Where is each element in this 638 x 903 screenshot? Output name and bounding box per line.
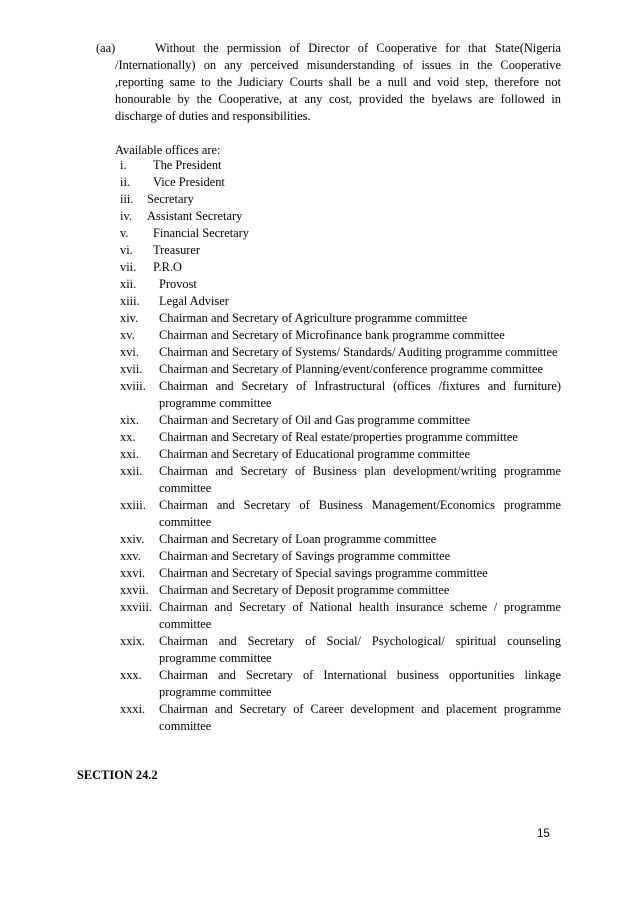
list-number: xviii. bbox=[120, 379, 146, 393]
list-item bbox=[0, 344, 638, 361]
list-item bbox=[0, 446, 638, 463]
list-number: xxiv. bbox=[120, 532, 145, 546]
list-number: i. bbox=[120, 158, 127, 172]
list-text: Assistant Secretary bbox=[147, 209, 243, 223]
list-item bbox=[0, 378, 638, 412]
list-text: P.R.O bbox=[153, 260, 182, 274]
list-item bbox=[0, 633, 638, 667]
list-item bbox=[0, 259, 638, 276]
list-text: Secretary bbox=[147, 192, 194, 206]
list-item bbox=[0, 242, 638, 259]
list-text: Chairman and Secretary of Loan programme committee bbox=[159, 532, 437, 546]
list-number: xxi. bbox=[120, 447, 139, 461]
list-text: Chairman and Secretary of Planning/event/conference programme committee bbox=[159, 362, 543, 376]
list-item bbox=[0, 157, 638, 174]
list-text: Chairman and Secretary of Educational programme committee bbox=[159, 447, 471, 461]
list-number: xiii. bbox=[120, 294, 140, 308]
page-number: 15 bbox=[537, 828, 550, 840]
list-item bbox=[0, 412, 638, 429]
list-text: Vice President bbox=[153, 175, 225, 189]
list-item bbox=[0, 225, 638, 242]
list-number: xxv. bbox=[120, 549, 141, 563]
list-item bbox=[0, 667, 638, 701]
offices-heading: Available offices are: bbox=[115, 143, 221, 157]
list-text: Legal Adviser bbox=[159, 294, 229, 308]
list-item bbox=[0, 701, 638, 735]
list-item bbox=[0, 548, 638, 565]
list-item bbox=[0, 293, 638, 310]
list-text: Chairman and Secretary of Business Management/Economics programme committee bbox=[159, 498, 561, 529]
list-text: Chairman and Secretary of Special savings programme committee bbox=[159, 566, 488, 580]
list-item bbox=[0, 599, 638, 633]
list-number: iv. bbox=[120, 209, 132, 223]
paragraph-text: Without the permission of Director of Cooperative for that State(Nigeria /Internationally) on any perceived misunderstanding of issues in the Cooperative ,reporting same to the Judiciary Courts shall be a null and void step, therefore not honourable by the Cooperative, at any cost, provided the byelaws are followed in discharge of duties and responsibilities. bbox=[115, 41, 561, 123]
list-number: xxvi. bbox=[120, 566, 146, 580]
list-item bbox=[0, 276, 638, 293]
list-number: xx. bbox=[120, 430, 136, 444]
list-number: xiv. bbox=[120, 311, 139, 325]
offices-list bbox=[0, 157, 638, 735]
list-item bbox=[0, 174, 638, 191]
list-number: vi. bbox=[120, 243, 133, 257]
list-text: Chairman and Secretary of Career development and placement programme committee bbox=[159, 702, 561, 733]
list-item bbox=[0, 497, 638, 531]
list-item bbox=[0, 208, 638, 225]
list-item bbox=[0, 327, 638, 344]
list-item bbox=[0, 531, 638, 548]
list-item bbox=[0, 582, 638, 599]
list-number: xix. bbox=[120, 413, 139, 427]
list-number: xii. bbox=[120, 277, 137, 291]
list-text: The President bbox=[153, 158, 222, 172]
list-item bbox=[0, 565, 638, 582]
list-text: Chairman and Secretary of Microfinance bank programme committee bbox=[159, 328, 505, 342]
list-text: Chairman and Secretary of Real estate/properties programme committee bbox=[159, 430, 518, 444]
list-number: xxxi. bbox=[120, 702, 146, 716]
list-text: Chairman and Secretary of Oil and Gas programme committee bbox=[159, 413, 471, 427]
list-text: Chairman and Secretary of Savings programme committee bbox=[159, 549, 451, 563]
list-text: Chairman and Secretary of Social/ Psychological/ spiritual counseling programme committee bbox=[159, 634, 561, 665]
list-item bbox=[0, 310, 638, 327]
list-number: xvi. bbox=[120, 345, 139, 359]
paragraph-label: (aa) bbox=[96, 41, 116, 55]
list-text: Chairman and Secretary of Systems/ Standards/ Auditing programme committee bbox=[159, 345, 558, 359]
list-text: Chairman and Secretary of Deposit programme committee bbox=[159, 583, 450, 597]
list-number: xxii. bbox=[120, 464, 143, 478]
list-number: xxiii. bbox=[120, 498, 146, 512]
list-number: xxix. bbox=[120, 634, 146, 648]
list-item bbox=[0, 463, 638, 497]
list-text: Chairman and Secretary of National health insurance scheme / programme committee bbox=[159, 600, 561, 631]
list-text: Chairman and Secretary of Agriculture programme committee bbox=[159, 311, 468, 325]
list-text: Treasurer bbox=[153, 243, 201, 257]
list-number: xxviii. bbox=[120, 600, 153, 614]
list-number: xv. bbox=[120, 328, 135, 342]
list-number: xxx. bbox=[120, 668, 142, 682]
list-number: xvii. bbox=[120, 362, 143, 376]
list-text: Financial Secretary bbox=[153, 226, 249, 240]
list-number: xxvii. bbox=[120, 583, 149, 597]
list-text: Provost bbox=[159, 277, 197, 291]
list-text: Chairman and Secretary of Business plan development/writing programme committee bbox=[159, 464, 561, 495]
list-number: v. bbox=[120, 226, 129, 240]
list-text: Chairman and Secretary of International business opportunities linkage programme committee bbox=[159, 668, 561, 699]
list-item bbox=[0, 191, 638, 208]
section-heading: SECTION 24.2 bbox=[77, 768, 158, 782]
list-number: vii. bbox=[120, 260, 137, 274]
list-text: Chairman and Secretary of Infrastructural (offices /fixtures and furniture) programme committee bbox=[159, 379, 561, 410]
list-item bbox=[0, 361, 638, 378]
list-number: ii. bbox=[120, 175, 130, 189]
list-number: iii. bbox=[120, 192, 134, 206]
list-item bbox=[0, 429, 638, 446]
